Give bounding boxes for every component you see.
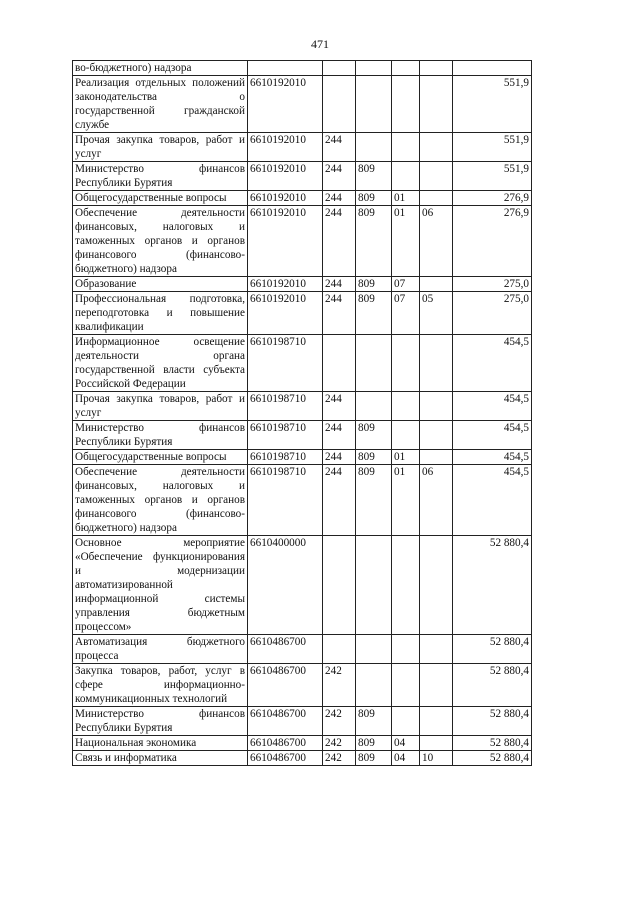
section-code-cell: 01 [392,191,420,206]
table-row [73,751,532,766]
row-name-cell: Министерство финансов Республики Бурятия [73,421,248,450]
section-code-cell: 01 [392,450,420,465]
budget-manager-code-cell: 809 [356,277,392,292]
expense-type-code-cell: 242 [323,751,356,766]
table-row [73,736,532,751]
subsection-code-cell: 05 [420,292,453,335]
target-article-code-cell: 6610192010 [248,277,323,292]
subsection-code-cell [420,335,453,392]
table-row [73,635,532,664]
target-article-code-cell: 6610198710 [248,335,323,392]
section-code-cell: 07 [392,277,420,292]
expense-type-code-cell: 244 [323,191,356,206]
subsection-code-cell: 06 [420,465,453,536]
expense-type-code-cell [323,335,356,392]
subsection-code-cell [420,707,453,736]
budget-manager-code-cell: 809 [356,292,392,335]
target-article-code-cell: 6610486700 [248,751,323,766]
row-name-cell: Обеспечение деятельности финансовых, налоговых и таможенных органов и органов финансового (финансово-бюджетного) надзора [73,206,248,277]
amount-cell: 454,5 [453,465,532,536]
target-article-code-cell: 6610486700 [248,707,323,736]
table-row [73,536,532,635]
section-code-cell [392,162,420,191]
target-article-code-cell: 6610198710 [248,421,323,450]
target-article-code-cell: 6610192010 [248,206,323,277]
budget-manager-code-cell [356,133,392,162]
section-code-cell [392,664,420,707]
budget-manager-code-cell: 809 [356,465,392,536]
subsection-code-cell [420,76,453,133]
subsection-code-cell [420,191,453,206]
target-article-code-cell: 6610192010 [248,162,323,191]
section-code-cell [392,392,420,421]
expense-type-code-cell: 244 [323,292,356,335]
budget-table [72,60,532,766]
expense-type-code-cell: 242 [323,736,356,751]
budget-manager-code-cell: 809 [356,162,392,191]
amount-cell [453,61,532,76]
row-name-cell: Связь и информатика [73,751,248,766]
row-name-cell: Национальная экономика [73,736,248,751]
target-article-code-cell: 6610486700 [248,664,323,707]
row-name-cell: Прочая закупка товаров, работ и услуг [73,392,248,421]
expense-type-code-cell: 244 [323,206,356,277]
row-name-cell: Обеспечение деятельности финансовых, налоговых и таможенных органов и органов финансового (финансово-бюджетного) надзора [73,465,248,536]
expense-type-code-cell: 242 [323,664,356,707]
section-code-cell [392,536,420,635]
table-row [73,335,532,392]
amount-cell: 454,5 [453,450,532,465]
table-row [73,191,532,206]
expense-type-code-cell: 244 [323,133,356,162]
table-row [73,707,532,736]
section-code-cell [392,335,420,392]
section-code-cell [392,635,420,664]
subsection-code-cell [420,664,453,707]
target-article-code-cell: 6610198710 [248,450,323,465]
expense-type-code-cell: 244 [323,450,356,465]
expense-type-code-cell: 244 [323,465,356,536]
subsection-code-cell [420,277,453,292]
amount-cell: 551,9 [453,76,532,133]
row-name-cell: Информационное освещение деятельности органа государственной власти субъекта Российской Федерации [73,335,248,392]
amount-cell: 454,5 [453,421,532,450]
table-row [73,450,532,465]
budget-manager-code-cell [356,536,392,635]
amount-cell: 276,9 [453,191,532,206]
target-article-code-cell: 6610192010 [248,191,323,206]
subsection-code-cell [420,162,453,191]
row-name-cell: Автоматизация бюджетного процесса [73,635,248,664]
table-row [73,162,532,191]
amount-cell: 52 880,4 [453,536,532,635]
expense-type-code-cell [323,76,356,133]
section-code-cell: 07 [392,292,420,335]
amount-cell: 52 880,4 [453,736,532,751]
table-row [73,292,532,335]
budget-manager-code-cell: 809 [356,751,392,766]
section-code-cell [392,421,420,450]
row-name-cell: во-бюджетного) надзора [73,61,248,76]
table-row [73,277,532,292]
row-name-cell: Министерство финансов Республики Бурятия [73,707,248,736]
row-name-cell: Основное мероприятие «Обеспечение функционирования и модернизации автоматизированной информационной системы управления бюджетным процессом» [73,536,248,635]
section-code-cell [392,61,420,76]
budget-manager-code-cell: 809 [356,206,392,277]
table-row [73,133,532,162]
row-name-cell: Общегосударственные вопросы [73,450,248,465]
amount-cell: 52 880,4 [453,707,532,736]
budget-manager-code-cell [356,664,392,707]
section-code-cell: 01 [392,465,420,536]
table-row [73,465,532,536]
expense-type-code-cell: 244 [323,277,356,292]
section-code-cell [392,707,420,736]
subsection-code-cell [420,450,453,465]
budget-manager-code-cell [356,61,392,76]
subsection-code-cell [420,421,453,450]
row-name-cell: Профессиональная подготовка, переподготовка и повышение квалификации [73,292,248,335]
section-code-cell [392,76,420,133]
amount-cell: 454,5 [453,392,532,421]
target-article-code-cell: 6610198710 [248,465,323,536]
table-row [73,206,532,277]
row-name-cell: Образование [73,277,248,292]
amount-cell: 52 880,4 [453,635,532,664]
section-code-cell: 04 [392,751,420,766]
target-article-code-cell: 6610192010 [248,76,323,133]
section-code-cell: 01 [392,206,420,277]
budget-manager-code-cell: 809 [356,736,392,751]
expense-type-code-cell [323,61,356,76]
budget-manager-code-cell [356,392,392,421]
subsection-code-cell [420,392,453,421]
amount-cell: 454,5 [453,335,532,392]
target-article-code-cell: 6610198710 [248,392,323,421]
page-number: 471 [311,37,329,51]
row-name-cell: Закупка товаров, работ, услуг в сфере информационно-коммуникационных технологий [73,664,248,707]
budget-manager-code-cell [356,635,392,664]
target-article-code-cell: 6610486700 [248,736,323,751]
amount-cell: 275,0 [453,277,532,292]
expense-type-code-cell: 244 [323,162,356,191]
table-row [73,61,532,76]
target-article-code-cell: 6610486700 [248,635,323,664]
subsection-code-cell [420,133,453,162]
row-name-cell: Реализация отдельных положений законодательства о государственной гражданской службе [73,76,248,133]
target-article-code-cell: 6610192010 [248,133,323,162]
amount-cell: 276,9 [453,206,532,277]
expense-type-code-cell [323,635,356,664]
budget-table-body [73,61,532,766]
budget-manager-code-cell: 809 [356,707,392,736]
subsection-code-cell [420,635,453,664]
row-name-cell: Министерство финансов Республики Бурятия [73,162,248,191]
row-name-cell: Общегосударственные вопросы [73,191,248,206]
table-row [73,76,532,133]
expense-type-code-cell: 244 [323,421,356,450]
section-code-cell: 04 [392,736,420,751]
expense-type-code-cell: 244 [323,392,356,421]
subsection-code-cell [420,736,453,751]
budget-manager-code-cell [356,76,392,133]
amount-cell: 52 880,4 [453,664,532,707]
target-article-code-cell: 6610400000 [248,536,323,635]
target-article-code-cell: 6610192010 [248,292,323,335]
expense-type-code-cell: 242 [323,707,356,736]
amount-cell: 275,0 [453,292,532,335]
table-row [73,392,532,421]
table-row [73,664,532,707]
expense-type-code-cell [323,536,356,635]
table-row [73,421,532,450]
section-code-cell [392,133,420,162]
subsection-code-cell: 10 [420,751,453,766]
budget-manager-code-cell [356,335,392,392]
subsection-code-cell [420,536,453,635]
subsection-code-cell: 06 [420,206,453,277]
amount-cell: 551,9 [453,133,532,162]
subsection-code-cell [420,61,453,76]
row-name-cell: Прочая закупка товаров, работ и услуг [73,133,248,162]
amount-cell: 52 880,4 [453,751,532,766]
budget-manager-code-cell: 809 [356,421,392,450]
amount-cell: 551,9 [453,162,532,191]
budget-manager-code-cell: 809 [356,450,392,465]
budget-manager-code-cell: 809 [356,191,392,206]
target-article-code-cell [248,61,323,76]
